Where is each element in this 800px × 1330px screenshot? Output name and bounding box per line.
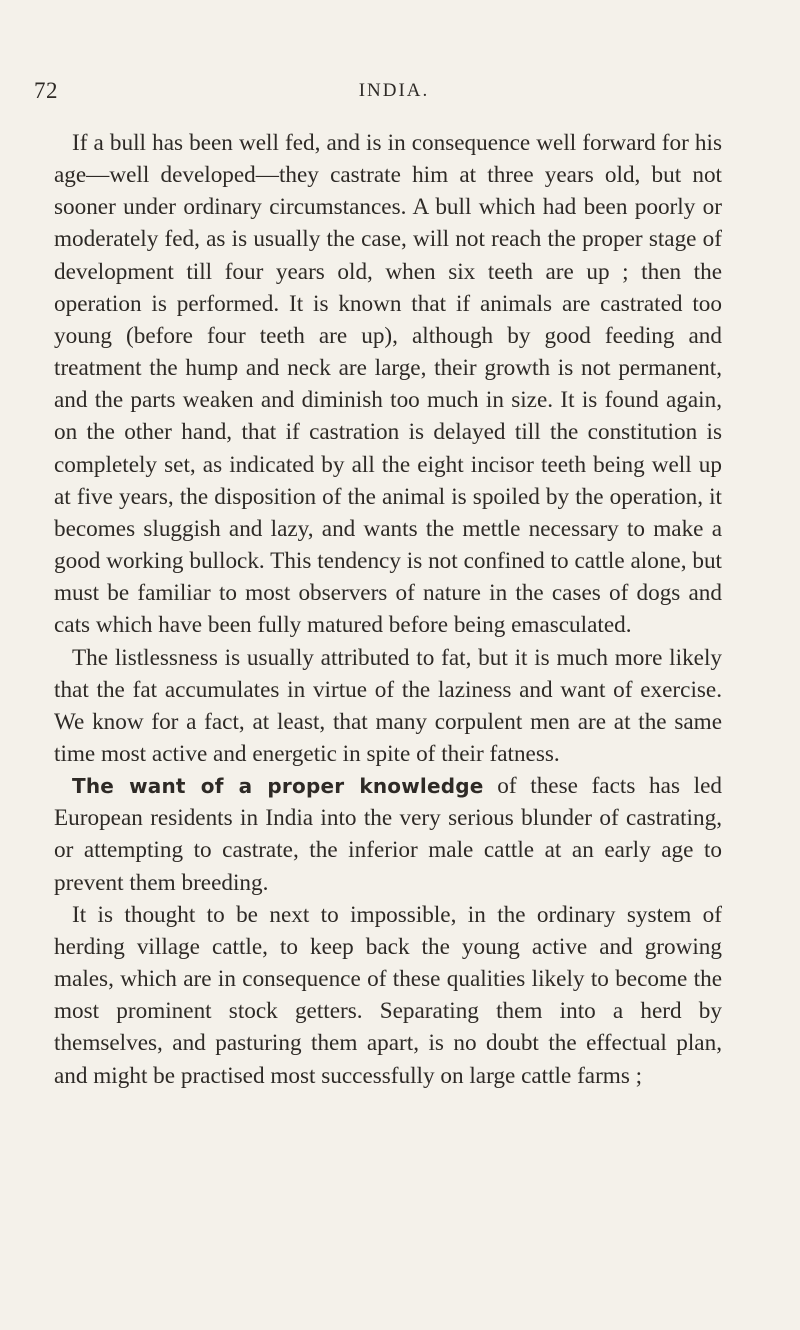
paragraph-listlessness: The listlessness is usually attributed to fat, but it is much more likely that the fat accumulates in virtue of the laziness and want of exercise. We know for a fact, at least, that many corpulent men are at the same time most active and energetic in spite of their fatness.	[54, 644, 722, 767]
page-header	[34, 78, 754, 108]
paragraph-herding-system: It is thought to be next to impossible, in the ordinary system of herding village cattle, to keep back the young active and growing males, which are in consequence of these qualities likely to become the most prominent stock getters. Separating them into a herd by themselves, and pasturing them apart, is no doubt the effectual plan, and might be practised most successfully on large cattle farms ;	[54, 901, 722, 1089]
body-text	[54, 127, 722, 1092]
bold-lead-in: The want of a proper knowledge	[72, 774, 484, 799]
running-head: INDIA.	[358, 80, 430, 101]
paragraph-castration-age: If a bull has been well fed, and is in consequence well forward for his age—well developed—they castrate him at three years old, but not sooner under ordinary circumstances. A bull which had been poorly or moderately fed, as is usually the case, will not reach the proper stage of development till four years old, when six teeth are up ; then the operation is performed. It is known that if animals are castrated too young (before four teeth are up), although by good feeding and treatment the hump and neck are large, their growth is not permanent, and the parts weaken and diminish too much in size. It is found again, on the other hand, that if castration is delayed till the constitution is completely set, as indicated by all the eight incisor teeth being well up at five years, the disposition of the animal is spoiled by the operation, it becomes sluggish and lazy, and wants the mettle necessary to make a good working bullock. This tendency is not confined to cattle alone, but must be familiar to most observers of nature in the cases of dogs and cats which have been fully matured before being emasculated.	[54, 130, 722, 639]
paragraph-continuation: of these facts has led European residents in India into the very serious blunder of castrating, or attempting to castrate, the inferior male cattle at an early age to prevent them breeding.	[54, 773, 722, 896]
paragraph-european-blunder	[54, 770, 722, 899]
page-number: 72	[34, 78, 58, 103]
